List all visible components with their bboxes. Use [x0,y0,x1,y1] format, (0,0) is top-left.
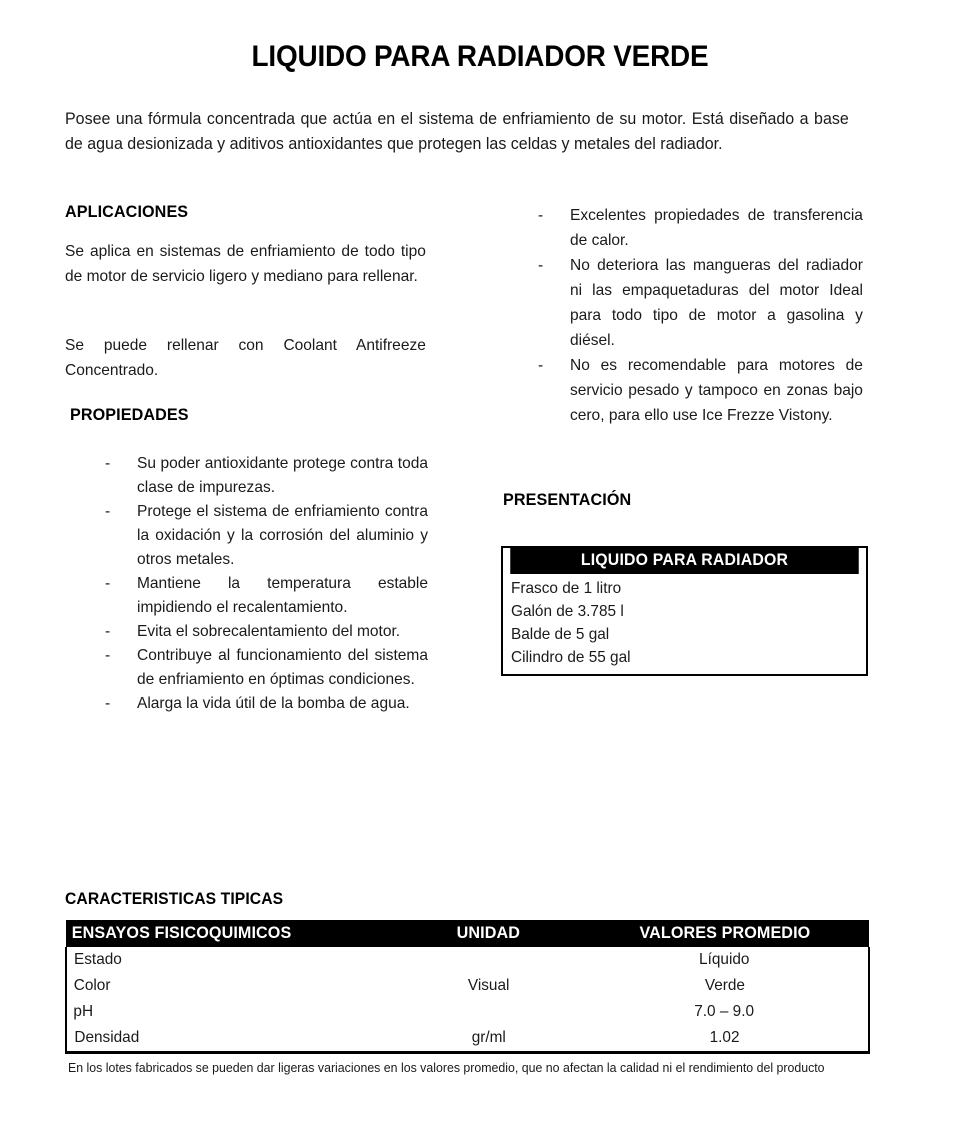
cell-value: pH [73,1003,94,1020]
list-item-label: Evita el sobrecalentamiento del motor. [137,623,401,640]
table-row: Balde de 5 gal [511,626,610,643]
cell-unidad [396,1025,581,1053]
intro-paragraph: Posee una fórmula concentrada que actúa en el sistema de enfriamiento de su motor. Está diseñado a base de agua desionizada y aditivos antioxidantes que protegen las celdas y metales del radiador. [65,110,849,153]
list-item-label: Mantiene la temperatura estable impidiendo el recalentamiento. [137,575,428,616]
cell-value: Densidad [74,1029,140,1046]
cell-value: gr/ml [471,1029,506,1046]
cell-unidad [396,973,581,999]
section-heading-presentacion: PRESENTACIÓN [503,490,632,509]
column-header-label: UNIDAD [456,923,521,942]
cell-ensayo [66,947,396,973]
cell-value: Verde [704,977,745,994]
cell-ensayo [66,1025,396,1053]
list-item [104,452,428,500]
propiedades-derecha-list [537,203,872,428]
cell-valor [581,947,869,973]
list-item-label: Excelentes propiedades de transferencia de calor. [570,207,863,249]
cell-ensayo [66,999,396,1025]
cell-value: 7.0 – 9.0 [694,1003,755,1020]
bullet-dash-icon: - [104,455,111,472]
bullet-dash-icon: - [104,623,111,640]
presentacion-table-header: LIQUIDO PARA RADIADOR [510,548,858,574]
list-item-label: Alarga la vida útil de la bomba de agua. [137,695,410,712]
caracteristicas-table-body [66,947,869,1053]
bullet-dash-icon: - [104,647,111,664]
presentacion-table [501,546,868,676]
column-header-label: ENSAYOS FISICOQUIMICOS [71,923,292,942]
cell-value: Visual [467,977,510,994]
list-item [104,620,428,644]
aplicaciones-paragraph-2: Se puede rellenar con Coolant Antifreeze Concentrado. [65,337,426,379]
list-item [104,500,428,572]
table-row [66,1025,869,1053]
list-item-label: Su poder antioxidante protege contra toda clase de impurezas. [137,455,428,496]
page-title: LIQUIDO PARA RADIADOR VERDE [251,40,709,73]
bullet-dash-icon: - [537,357,544,374]
bullet-dash-icon: - [104,695,111,712]
caracteristicas-table-head [66,920,869,947]
cell-value: Líquido [699,951,750,968]
cell-valor [581,1025,869,1053]
list-item [104,572,428,620]
table-header-row [66,920,869,947]
column-header-valores [581,920,869,947]
caracteristicas-table [65,920,870,1054]
aplicaciones-paragraph-1: Se aplica en sistemas de enfriamiento de todo tipo de motor de servicio ligero y mediano para rellenar. [65,243,426,285]
table-row: Cilindro de 55 gal [511,649,631,666]
cell-value: Estado [73,951,122,968]
presentacion-table-body [503,574,866,674]
section-heading-aplicaciones: APLICACIONES [65,202,189,221]
list-item-label: Contribuye al funcionamiento del sistema de enfriamiento en óptimas condiciones. [137,647,428,688]
column-header-ensayos [66,920,396,947]
cell-ensayo [66,973,396,999]
table-row [66,999,869,1025]
list-item [537,253,863,353]
section-heading-caracteristicas: CARACTERISTICAS TIPICAS [65,890,284,908]
cell-unidad [396,999,581,1025]
cell-valor [581,999,869,1025]
bullet-dash-icon: - [104,503,111,520]
list-item-label: No es recomendable para motores de servicio pesado y tampoco en zonas bajo cero, para ello use Ice Frezze Vistony. [570,357,863,424]
table-row: Galón de 3.785 l [511,603,624,620]
table-footnote: En los lotes fabricados se pueden dar ligeras variaciones en los valores promedio, que no afectan la calidad ni el rendimiento del producto [68,1060,825,1075]
list-item [104,692,428,716]
table-row: Frasco de 1 litro [511,580,622,597]
cell-unidad [396,947,581,973]
list-item [537,203,863,253]
cell-value: 1.02 [709,1029,740,1046]
list-item-label: No deteriora las mangueras del radiador ni las empaquetaduras del motor Ideal para todo tipo de motor a gasolina y diésel. [570,257,863,349]
table-row [66,947,869,973]
bullet-dash-icon: - [537,207,544,224]
propiedades-list [104,452,437,716]
bullet-dash-icon: - [104,575,111,592]
table-row [66,973,869,999]
list-item [104,644,428,692]
list-item [537,353,863,428]
section-heading-propiedades: PROPIEDADES [70,405,189,424]
cell-value: Color [73,977,111,994]
cell-valor [581,973,869,999]
bullet-dash-icon: - [537,257,544,274]
list-item-label: Protege el sistema de enfriamiento contra la oxidación y la corrosión del aluminio y otros metales. [137,503,428,568]
column-header-unidad [396,920,581,947]
column-header-label: VALORES PROMEDIO [639,923,811,942]
